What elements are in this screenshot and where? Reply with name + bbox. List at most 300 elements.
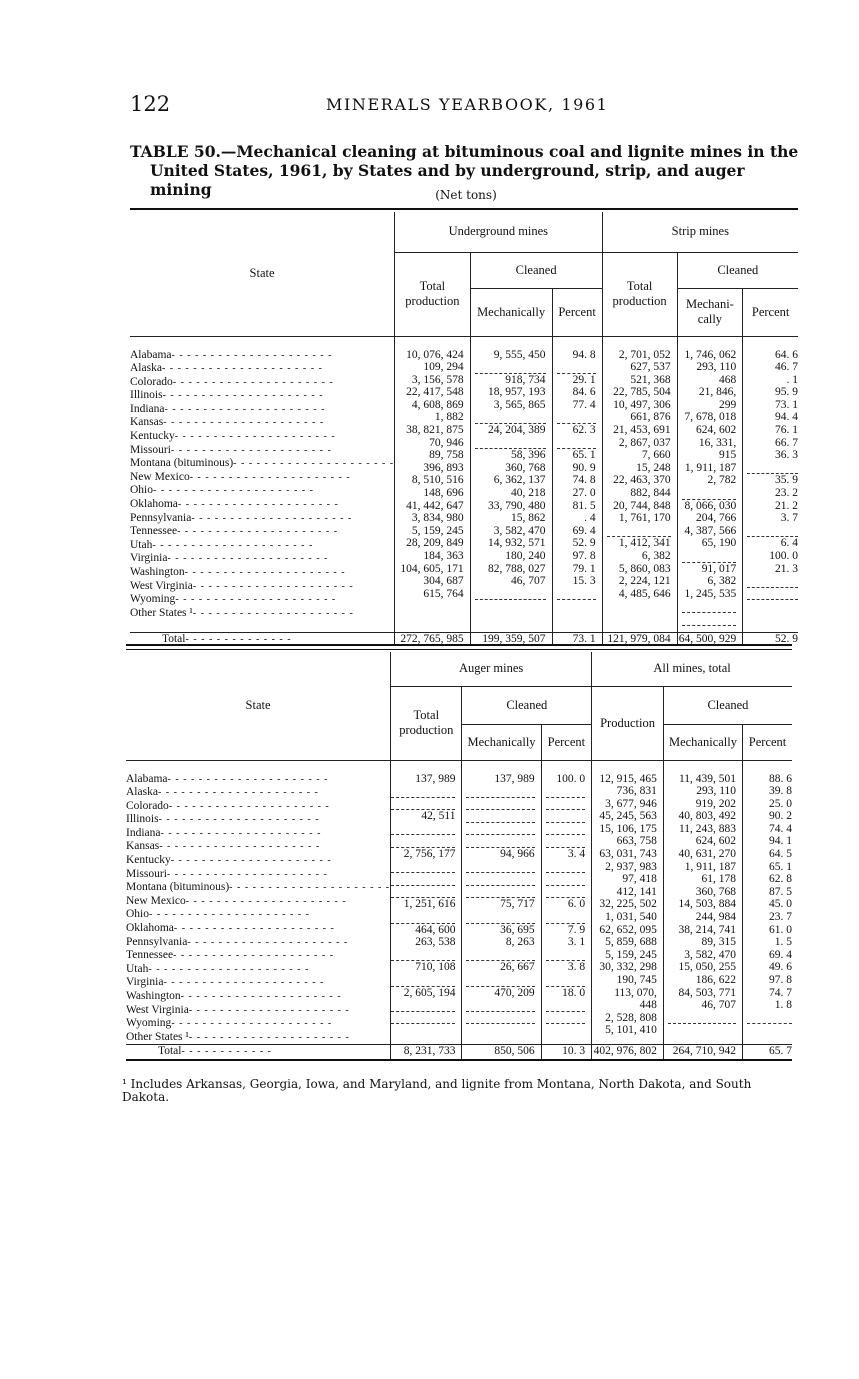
table-cell: 75, 717 xyxy=(500,898,535,911)
table-cell xyxy=(391,835,455,848)
table-cell: 89, 315 xyxy=(701,936,737,949)
table-cell: 45, 245, 563 xyxy=(599,810,657,823)
table-cell xyxy=(557,588,596,601)
table-cell: 468 xyxy=(718,373,737,386)
table-divider-rule xyxy=(126,644,792,646)
table-cell: 94, 966 xyxy=(500,848,535,861)
table2-total-all-pct: 65. 7 xyxy=(743,1045,792,1060)
table-cell xyxy=(466,949,534,962)
table-cell: 82, 788, 027 xyxy=(488,562,546,575)
table-cell: 11, 243, 883 xyxy=(678,822,737,835)
table-cell xyxy=(391,886,455,899)
table-cell xyxy=(546,835,586,848)
table-cell: 137, 989 xyxy=(494,772,535,785)
table-cell xyxy=(466,810,534,823)
state-row: Indiana- - - - - - - - - - - - - - - - - - - - - xyxy=(130,402,326,415)
table-cell: 35. 9 xyxy=(775,474,798,487)
state-row: Other States ¹- - - - - - - - - - - - - - - - - - - - - xyxy=(126,1030,350,1043)
state-name: Missouri xyxy=(126,867,167,880)
table-cell: 69. 4 xyxy=(572,524,596,537)
state-row: Utah- - - - - - - - - - - - - - - - - - - - - xyxy=(130,538,314,551)
table-cell: 30, 332, 298 xyxy=(599,961,657,974)
table-cell: 84. 6 xyxy=(572,386,596,399)
state-row: Pennsylvania- - - - - - - - - - - - - - - - - - - - - xyxy=(126,935,349,948)
state-name: Alabama xyxy=(126,772,168,785)
table-cell xyxy=(546,861,586,874)
table-cell: 15, 248 xyxy=(636,461,671,474)
table-cell: 40, 803, 492 xyxy=(678,810,737,823)
table-cell: 661, 876 xyxy=(630,411,671,424)
table-cell: 36, 695 xyxy=(500,923,535,936)
table1-total-ug-pct: 73. 1 xyxy=(552,632,602,646)
table-cell: 1, 746, 062 xyxy=(684,348,737,361)
table-subtitle: (Net tons) xyxy=(435,188,497,202)
state-column-2 xyxy=(126,760,391,1045)
ug-mechanically-header: Mechanically xyxy=(470,288,552,336)
table-cell: 21, 453, 691 xyxy=(613,424,671,437)
table-cell: 2, 528, 808 xyxy=(605,1011,657,1024)
table-cell: 39. 8 xyxy=(769,785,792,798)
au-pct-column xyxy=(541,760,592,1045)
state-name: Kentucky xyxy=(126,854,171,867)
table-cell: 21. 3 xyxy=(775,562,798,575)
table-cell xyxy=(391,999,455,1012)
table-cell: 27. 0 xyxy=(572,487,596,500)
table-cell xyxy=(546,798,586,811)
table-cell: 464, 600 xyxy=(415,923,456,936)
state-row: New Mexico- - - - - - - - - - - - - - - - - - - - - xyxy=(126,894,347,907)
table-cell: 97. 8 xyxy=(769,974,792,986)
state-name: Tennessee xyxy=(126,949,174,962)
table-cell: 5, 860, 083 xyxy=(618,562,671,575)
table-cell: 304, 687 xyxy=(423,575,464,588)
table-cell: 65. 1 xyxy=(572,449,596,462)
table-divider-rule-2 xyxy=(126,649,792,650)
table-cell: 360, 768 xyxy=(505,461,546,474)
table-cell: 6, 362, 137 xyxy=(493,474,546,487)
table2-total-au-production: 8, 231, 733 xyxy=(391,1045,462,1060)
table-cell xyxy=(391,798,455,811)
table-cell: 22, 417, 548 xyxy=(406,386,464,399)
table-cell: 3. 7 xyxy=(780,512,798,525)
state-name: Illinois xyxy=(130,389,163,402)
state-row: Other States ¹- - - - - - - - - - - - - - - - - - - - - xyxy=(130,606,354,619)
table-cell: 79. 1 xyxy=(572,562,596,575)
table-cell: 736, 831 xyxy=(616,785,657,798)
state-row: Kansas- - - - - - - - - - - - - - - - - - - - - xyxy=(130,416,325,429)
ug-cleaned-header: Cleaned xyxy=(470,252,602,288)
table-cell: 73. 1 xyxy=(775,398,798,411)
table-cell: 10, 497, 306 xyxy=(613,398,671,411)
au-mech-column xyxy=(462,760,541,1045)
state-row: New Mexico- - - - - - - - - - - - - - - - - - - - - xyxy=(130,470,351,483)
table-cell: 710, 108 xyxy=(415,961,456,974)
table-cell: 15, 862 xyxy=(511,512,546,525)
table-cell xyxy=(682,487,737,500)
st-percent-header: Percent xyxy=(743,288,798,336)
table-cell: 3, 565, 865 xyxy=(493,398,546,411)
table-cell: 97, 418 xyxy=(622,873,657,886)
table-cell: 100. 0 xyxy=(556,772,586,785)
state-row: Kentucky- - - - - - - - - - - - - - - - - - - - - xyxy=(130,430,336,443)
table-cell: . 4 xyxy=(584,512,596,525)
table-cell: 1. 8 xyxy=(774,999,792,1012)
table-cell: 412, 141 xyxy=(616,885,657,898)
table-cell: 6. 4 xyxy=(780,537,798,550)
state-name: Pennsylvania xyxy=(130,511,192,524)
table1-total-label: Total- - - - - - - - - - - - - - xyxy=(162,632,292,645)
table-cell: 624, 602 xyxy=(695,424,737,437)
all-prod-column xyxy=(592,760,664,1045)
table-cell: 64. 5 xyxy=(769,848,792,861)
st-mechanically-header: Mechani- cally xyxy=(677,288,743,336)
table-cell: 74. 7 xyxy=(769,986,792,999)
state-row: Missouri- - - - - - - - - - - - - - - - - - - - - xyxy=(126,867,328,880)
table-cell: 4, 485, 646 xyxy=(618,587,671,600)
state-row: Utah- - - - - - - - - - - - - - - - - - - - - xyxy=(126,962,310,975)
table-cell: 88. 6 xyxy=(769,772,792,785)
ug-pct-column xyxy=(552,336,602,632)
table-cell: 61. 0 xyxy=(769,923,792,936)
table-cell: 77. 4 xyxy=(572,398,596,411)
table-cell xyxy=(466,785,534,798)
table1-total-st-production: 121, 979, 084 xyxy=(602,632,677,646)
table-cell: 8, 263 xyxy=(505,936,535,949)
title-line-1: TABLE 50.—Mechanical cleaning at bituminous coal and lignite mines in the xyxy=(130,142,799,161)
table-cell: 615, 764 xyxy=(423,587,464,600)
table-cell: 293, 110 xyxy=(696,361,737,374)
state-row: Ohio- - - - - - - - - - - - - - - - - - - - - xyxy=(126,908,310,921)
table-cell: 18. 0 xyxy=(562,986,586,999)
table-cell: 919, 202 xyxy=(695,797,737,810)
table-cell xyxy=(475,361,546,374)
table-cell: 1, 911, 187 xyxy=(684,860,737,873)
table-cell: 5, 159, 245 xyxy=(605,948,657,961)
table-cell: 2, 937, 983 xyxy=(605,860,657,873)
table-underground-strip xyxy=(130,212,798,646)
table-cell xyxy=(466,911,534,924)
state-row: Montana (bituminous)- - - - - - - - - - - - - - - - - - - - - xyxy=(126,881,391,894)
all-production-header: Production xyxy=(592,686,664,760)
state-row: Pennsylvania- - - - - - - - - - - - - - - - - - - - - xyxy=(130,511,353,524)
table-cell xyxy=(466,823,534,836)
table-cell: 52. 9 xyxy=(572,537,596,550)
state-row: Illinois- - - - - - - - - - - - - - - - - - - - - xyxy=(130,389,324,402)
table-cell xyxy=(475,411,546,424)
state-name: Indiana xyxy=(130,402,165,415)
table-cell: 94. 1 xyxy=(769,835,792,848)
table-cell: 1, 911, 187 xyxy=(684,461,737,474)
state-row: Alabama- - - - - - - - - - - - - - - - - - - - - xyxy=(130,348,333,361)
table-cell xyxy=(466,835,534,848)
table-cell: 1, 761, 170 xyxy=(618,512,671,525)
table-cell: 7, 660 xyxy=(641,449,671,462)
st-total-column xyxy=(602,336,677,632)
table-cell: 5, 101, 410 xyxy=(605,1024,657,1037)
state-name: Utah xyxy=(130,538,153,551)
table-cell: 14, 503, 884 xyxy=(678,898,737,911)
table-cell: 1, 251, 616 xyxy=(403,898,456,911)
st-mech-column xyxy=(677,336,743,632)
table-cell xyxy=(391,823,455,836)
table-cell: 3, 677, 946 xyxy=(605,797,657,810)
table-cell xyxy=(466,873,534,886)
table-cell: 62. 8 xyxy=(769,873,792,886)
table-cell xyxy=(391,873,455,886)
state-row: Alaska- - - - - - - - - - - - - - - - - - - - - xyxy=(130,362,323,375)
state-name: Kentucky xyxy=(130,430,175,443)
table-cell xyxy=(682,600,737,613)
table-cell: 3, 582, 470 xyxy=(684,948,737,961)
table-cell: 3. 4 xyxy=(567,848,586,861)
state-name: Washington xyxy=(130,566,185,578)
table1-total-st-pct: 52. 9 xyxy=(743,632,798,646)
ug-percent-header: Percent xyxy=(552,288,602,336)
table-cell: 2, 756, 177 xyxy=(403,848,456,861)
ug-total-production-header: Total production xyxy=(395,252,471,336)
table-cell: 1, 031, 540 xyxy=(605,911,657,924)
table-cell xyxy=(475,437,546,450)
table1-total-ug-production: 272, 765, 985 xyxy=(395,632,471,646)
state-row: Alabama- - - - - - - - - - - - - - - - - - - - - xyxy=(126,772,329,785)
table-cell: 184, 363 xyxy=(423,550,464,562)
state-row: West Virginia- - - - - - - - - - - - - - - - - - - - - xyxy=(126,1003,350,1016)
table-cell: 97. 8 xyxy=(572,550,596,562)
state-name: Tennessee xyxy=(130,525,178,538)
all-mechanically-header: Mechanically xyxy=(663,724,742,760)
state-name: Virginia xyxy=(126,976,164,989)
underground-header: Underground mines xyxy=(395,212,603,252)
table-cell: 5, 859, 688 xyxy=(605,936,657,949)
table-cell: 2, 224, 121 xyxy=(618,575,671,588)
table-cell: 627, 537 xyxy=(630,361,671,374)
table-cell xyxy=(391,861,455,874)
state-name: Kansas xyxy=(130,416,164,429)
table-cell: 91, 017 xyxy=(701,562,737,575)
table-cell: 23. 7 xyxy=(769,911,792,924)
table-cell: 46, 707 xyxy=(511,575,546,588)
table-cell xyxy=(475,588,546,601)
table-cell: 33, 790, 480 xyxy=(488,499,546,512)
table-cell: 470, 209 xyxy=(494,986,535,999)
table-cell: 46. 7 xyxy=(775,361,798,374)
table-cell xyxy=(391,785,455,798)
table-cell: 104, 605, 171 xyxy=(400,562,464,575)
ug-total-column xyxy=(395,336,471,632)
state-row: Virginia- - - - - - - - - - - - - - - - - - - - - xyxy=(126,976,325,989)
state-row: Missouri- - - - - - - - - - - - - - - - - - - - - xyxy=(130,443,332,456)
table-cell: 69. 4 xyxy=(769,948,792,961)
state-name: New Mexico xyxy=(126,894,186,907)
table-cell: 624, 602 xyxy=(695,835,737,848)
table2-total-au-pct: 10. 3 xyxy=(541,1045,592,1060)
table-cell: 24, 204, 389 xyxy=(488,424,546,437)
state-name: Indiana xyxy=(126,826,161,839)
table-cell xyxy=(391,974,455,987)
table-cell: 14, 932, 571 xyxy=(488,537,546,550)
table-cell xyxy=(557,361,596,374)
table-auger-all xyxy=(126,652,792,1061)
state-name: Other States ¹ xyxy=(126,1030,189,1043)
state-name: Kansas xyxy=(126,840,160,853)
ug-mech-column xyxy=(470,336,552,632)
table-cell: 396, 893 xyxy=(423,461,464,474)
table-cell xyxy=(546,785,586,798)
table-cell: 65, 190 xyxy=(701,537,737,550)
table-cell: 90. 9 xyxy=(572,461,596,474)
table-cell: 15. 3 xyxy=(572,575,596,588)
state-name: Alaska xyxy=(126,786,158,799)
running-head: MINERALS YEARBOOK, 1961 xyxy=(326,95,609,114)
state-name: West Virginia xyxy=(130,579,193,592)
state-name: West Virginia xyxy=(126,1003,189,1016)
table-cell: 148, 696 xyxy=(423,487,464,500)
table-cell xyxy=(747,462,798,475)
state-name: Alabama xyxy=(130,348,172,361)
table-cell: 40, 631, 270 xyxy=(678,848,737,861)
table-cell xyxy=(557,411,596,424)
table-cell xyxy=(391,911,455,924)
table-cell: 87. 5 xyxy=(769,885,792,898)
table1-total-ug-mech: 199, 359, 507 xyxy=(470,632,552,646)
all-mines-header: All mines, total xyxy=(592,652,792,686)
table2-total-au-mech: 850, 506 xyxy=(462,1045,541,1060)
table-cell: 3, 582, 470 xyxy=(493,524,546,537)
state-name: Oklahoma xyxy=(130,498,178,511)
table-cell xyxy=(557,437,596,450)
table-cell xyxy=(466,798,534,811)
table-cell: 62, 652, 095 xyxy=(599,923,657,936)
table-cell: 62. 3 xyxy=(572,424,596,437)
state-name: New Mexico xyxy=(130,470,190,483)
table-cell: 32, 225, 502 xyxy=(599,898,657,911)
table-cell: 5, 159, 245 xyxy=(411,524,464,537)
table-cell xyxy=(546,974,586,987)
table-cell: 3, 834, 980 xyxy=(411,512,464,525)
strip-header: Strip mines xyxy=(602,212,798,252)
state-row: Ohio- - - - - - - - - - - - - - - - - - - - - xyxy=(130,484,314,497)
table-cell xyxy=(466,999,534,1012)
state-name: Wyoming xyxy=(126,1017,172,1030)
table-cell xyxy=(607,525,671,538)
table-cell: 22, 463, 370 xyxy=(613,474,671,487)
table-cell xyxy=(466,861,534,874)
state-column xyxy=(130,336,395,632)
state-row: Wyoming- - - - - - - - - - - - - - - - - - - - - xyxy=(130,593,337,606)
table-cell: 2, 867, 037 xyxy=(618,436,671,449)
table-cell: 663, 758 xyxy=(616,835,657,848)
state-name: Wyoming xyxy=(130,593,176,606)
all-pct-column xyxy=(743,760,792,1045)
table-cell: 42, 511 xyxy=(421,810,456,823)
st-cleaned-header: Cleaned xyxy=(677,252,798,288)
table-cell xyxy=(391,1012,455,1025)
state-row: Indiana- - - - - - - - - - - - - - - - - - - - - xyxy=(126,826,322,839)
table-cell: 882, 844 xyxy=(630,487,671,500)
table-cell: 23. 2 xyxy=(775,487,798,500)
table-cell: 8, 510, 516 xyxy=(411,474,464,487)
page-header xyxy=(130,92,800,120)
state-name: Virginia xyxy=(130,552,168,565)
table-cell: 244, 984 xyxy=(695,911,737,924)
table-cell: 3. 8 xyxy=(567,961,586,974)
state-name: Ohio xyxy=(130,484,153,497)
table-cell xyxy=(747,525,798,538)
table-cell xyxy=(747,1012,792,1025)
au-percent-header: Percent xyxy=(541,724,592,760)
table1-total-st-mech: 64, 500, 929 xyxy=(677,632,743,646)
table-cell: 113, 070, 448 xyxy=(614,986,657,1012)
table-cell: 45. 0 xyxy=(769,898,792,911)
table-cell: 65. 1 xyxy=(769,860,792,873)
table-cell: 6, 382 xyxy=(707,575,737,588)
table-cell: 61, 178 xyxy=(701,873,737,886)
title-line-2: United States, 1961, by States and by underground, strip, and auger mining xyxy=(150,161,745,199)
table-cell: 90. 2 xyxy=(769,810,792,823)
state-name: Colorado xyxy=(126,799,169,812)
state-row: Washington- - - - - - - - - - - - - - - - - - - - - xyxy=(130,566,346,578)
table-cell: 29. 1 xyxy=(572,373,596,386)
state-row: Tennessee- - - - - - - - - - - - - - - - - - - - - xyxy=(126,949,335,962)
table-cell: 76. 1 xyxy=(775,424,798,437)
table-cell: 74. 4 xyxy=(769,822,792,835)
table-cell xyxy=(747,575,798,588)
table-cell: 100. 0 xyxy=(769,550,798,562)
state-name: Montana (bituminous) xyxy=(126,881,230,894)
table-cell: 6, 382 xyxy=(641,550,671,562)
table-cell: 11, 439, 501 xyxy=(678,772,737,785)
table-cell: 521, 368 xyxy=(630,373,671,386)
table-cell: 49. 6 xyxy=(769,961,792,974)
table-cell: 84, 503, 771 xyxy=(678,986,737,999)
table-cell xyxy=(466,886,534,899)
state-row: Oklahoma- - - - - - - - - - - - - - - - - - - - - xyxy=(130,498,339,511)
table-cell: 15, 106, 175 xyxy=(599,822,657,835)
table-cell: 180, 240 xyxy=(505,550,546,562)
state-name: Ohio xyxy=(126,908,149,921)
table-cell xyxy=(546,949,586,962)
table-cell: 109, 294 xyxy=(423,361,464,374)
table-cell: 63, 031, 743 xyxy=(599,848,657,861)
table-cell xyxy=(682,550,737,563)
table2-total-all-mech: 264, 710, 942 xyxy=(663,1045,742,1060)
state-row: Virginia- - - - - - - - - - - - - - - - - - - - - xyxy=(130,552,329,565)
state-row: Kentucky- - - - - - - - - - - - - - - - - - - - - xyxy=(126,854,332,867)
table-cell: 8, 066, 030 xyxy=(684,499,737,512)
state-row: West Virginia- - - - - - - - - - - - - - - - - - - - - xyxy=(130,579,354,592)
table-cell: 95. 9 xyxy=(775,386,798,399)
table-cell xyxy=(546,886,586,899)
table-cell: 36. 3 xyxy=(775,449,798,462)
table-cell: 40, 218 xyxy=(511,487,546,500)
table-cell: 89, 758 xyxy=(429,449,464,462)
table-cell: 3. 1 xyxy=(567,936,586,949)
state-row: Tennessee- - - - - - - - - - - - - - - - - - - - - xyxy=(130,525,339,538)
footnote: ¹ Includes Arkansas, Georgia, Iowa, and Maryland, and lignite from Montana, North Dakota, and South Dakota. xyxy=(122,1077,752,1104)
table-cell: 94. 4 xyxy=(775,411,798,424)
table-cell: 9, 555, 450 xyxy=(493,348,546,361)
table-cell: 204, 766 xyxy=(695,512,737,525)
page-number: 122 xyxy=(130,92,171,116)
au-total-column xyxy=(391,760,462,1045)
table-cell: 22, 785, 504 xyxy=(613,386,671,399)
state-row: Wyoming- - - - - - - - - - - - - - - - - - - - - xyxy=(126,1017,333,1030)
table2-total-label: Total- - - - - - - - - - - - xyxy=(158,1045,272,1058)
au-mechanically-header: Mechanically xyxy=(462,724,541,760)
table-cell xyxy=(682,613,737,626)
au-cleaned-header: Cleaned xyxy=(462,686,592,724)
table1-top-rule xyxy=(130,208,798,210)
